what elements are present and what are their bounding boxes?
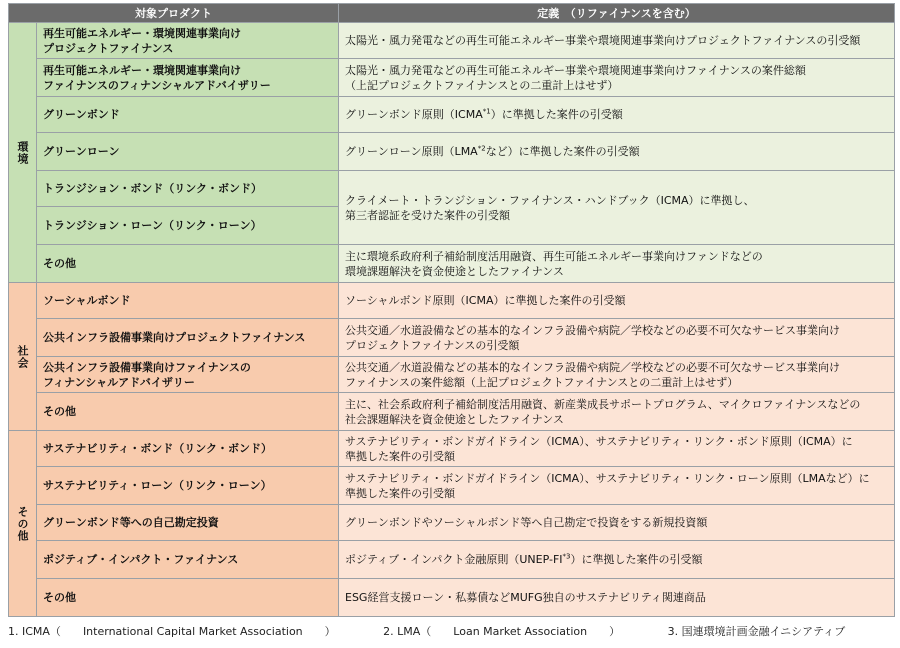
definition-cell: 公共交通／水道設備などの基本的なインフラ設備や病院／学校などの必要不可欠なサービス事業向け ファイナンスの案件総額（上記プロジェクトファイナンスとの二重計上はせず） <box>339 357 895 393</box>
definition-cell: 太陽光・風力発電などの再生可能エネルギー事業や環境関連事業向けファイナンスの案件総額 （上記プロジェクトファイナンスとの二重計上はせず） <box>339 59 895 97</box>
category-environment: 環境 <box>9 23 37 283</box>
table-row <box>9 283 895 319</box>
definition-cell: ソーシャルボンド原則（ICMA）に準拠した案件の引受額 <box>339 283 895 319</box>
footnote-mark: *1 <box>482 107 491 116</box>
definition-cell: ESG経営支援ローン・私募債などMUFG独自のサステナビリティ関連商品 <box>339 579 895 617</box>
product-cell: その他 <box>37 579 339 617</box>
definition-cell: サステナビリティ・ボンドガイドライン（ICMA）、サステナビリティ・リンク・ボンド原則（ICMA）に 準拠した案件の引受額 <box>339 431 895 467</box>
footnote-1: 1. ICMA（ International Capital Market Association ） <box>8 625 336 638</box>
footnotes <box>8 623 867 639</box>
definition-cell: 公共交通／水道設備などの基本的なインフラ設備や病院／学校などの必要不可欠なサービス事業向け プロジェクトファイナンスの引受額 <box>339 319 895 357</box>
product-cell: サステナビリティ・ボンド（リンク・ボンド） <box>37 431 339 467</box>
definition-cell: サステナビリティ・ボンドガイドライン（ICMA）、サステナビリティ・リンク・ローン原則（LMAなど）に 準拠した案件の引受額 <box>339 467 895 505</box>
table-row <box>9 467 895 505</box>
product-definition-table <box>8 3 895 617</box>
definition-cell: グリーンボンド原則（ICMA$^{*1}$）に準拠した案件の引受額 <box>339 97 895 133</box>
definition-cell: 太陽光・風力発電などの再生可能エネルギー事業や環境関連事業向けプロジェクトファイナンスの引受額 <box>339 23 895 59</box>
table-header-row <box>9 4 895 23</box>
product-cell: トランジション・ローン（リンク・ローン） <box>37 207 339 245</box>
product-cell: 再生可能エネルギー・環境関連事業向け プロジェクトファイナンス <box>37 23 339 59</box>
product-cell: グリーンボンド等への自己勘定投資 <box>37 505 339 541</box>
definition-cell: クライメート・トランジション・ファイナンス・ハンドブック（ICMA）に準拠し、 第三者認証を受けた案件の引受額 <box>339 171 895 245</box>
footnote-mark: *2 <box>477 144 486 153</box>
table-row <box>9 171 895 207</box>
category-social: 社会 <box>9 283 37 431</box>
definition-cell: グリーンローン原則（LMA$^{*2}$など）に準拠した案件の引受額 <box>339 133 895 171</box>
table-row <box>9 133 895 171</box>
header-product: 対象プロダクト <box>9 4 339 23</box>
definition-cell: 主に環境系政府利子補給制度活用融資、再生可能エネルギー事業向けファンドなどの 環境課題解決を資金使途としたファイナンス <box>339 245 895 283</box>
product-cell: グリーンボンド <box>37 97 339 133</box>
table-row <box>9 579 895 617</box>
table-row <box>9 393 895 431</box>
product-cell: その他 <box>37 245 339 283</box>
product-cell: グリーンローン <box>37 133 339 171</box>
product-cell: 再生可能エネルギー・環境関連事業向け ファイナンスのフィナンシャルアドバイザリー <box>37 59 339 97</box>
header-definition: 定義 （リファイナンスを含む） <box>339 4 895 23</box>
table-row <box>9 97 895 133</box>
definition-cell: 主に、社会系政府利子補給制度活用融資、新産業成長サポートプログラム、マイクロファイナンスなどの 社会課題解決を資金使途としたファイナンス <box>339 393 895 431</box>
table-row <box>9 541 895 579</box>
table-row <box>9 23 895 59</box>
footnote-mark: *3 <box>562 552 571 561</box>
table-row <box>9 59 895 97</box>
product-cell: サステナビリティ・ローン（リンク・ローン） <box>37 467 339 505</box>
table-row <box>9 505 895 541</box>
table-row <box>9 245 895 283</box>
product-cell: その他 <box>37 393 339 431</box>
product-cell: ポジティブ・インパクト・ファイナンス <box>37 541 339 579</box>
product-cell: トランジション・ボンド（リンク・ボンド） <box>37 171 339 207</box>
product-cell: ソーシャルボンド <box>37 283 339 319</box>
table-row <box>9 431 895 467</box>
definition-cell: ポジティブ・インパクト金融原則（UNEP-FI$^{*3}$）に準拠した案件の引受額 <box>339 541 895 579</box>
table-row <box>9 357 895 393</box>
product-cell: 公共インフラ設備事業向けファイナンスの フィナンシャルアドバイザリー <box>37 357 339 393</box>
definition-cell: グリーンボンドやソーシャルボンド等へ自己勘定で投資をする新規投資額 <box>339 505 895 541</box>
product-cell: 公共インフラ設備事業向けプロジェクトファイナンス <box>37 319 339 357</box>
footnote-2: 2. LMA（ Loan Market Association ） <box>383 625 621 638</box>
table-row <box>9 319 895 357</box>
category-other: その他 <box>9 431 37 617</box>
footnote-3: 3. 国連環境計画金融イニシアティブ <box>667 625 846 638</box>
